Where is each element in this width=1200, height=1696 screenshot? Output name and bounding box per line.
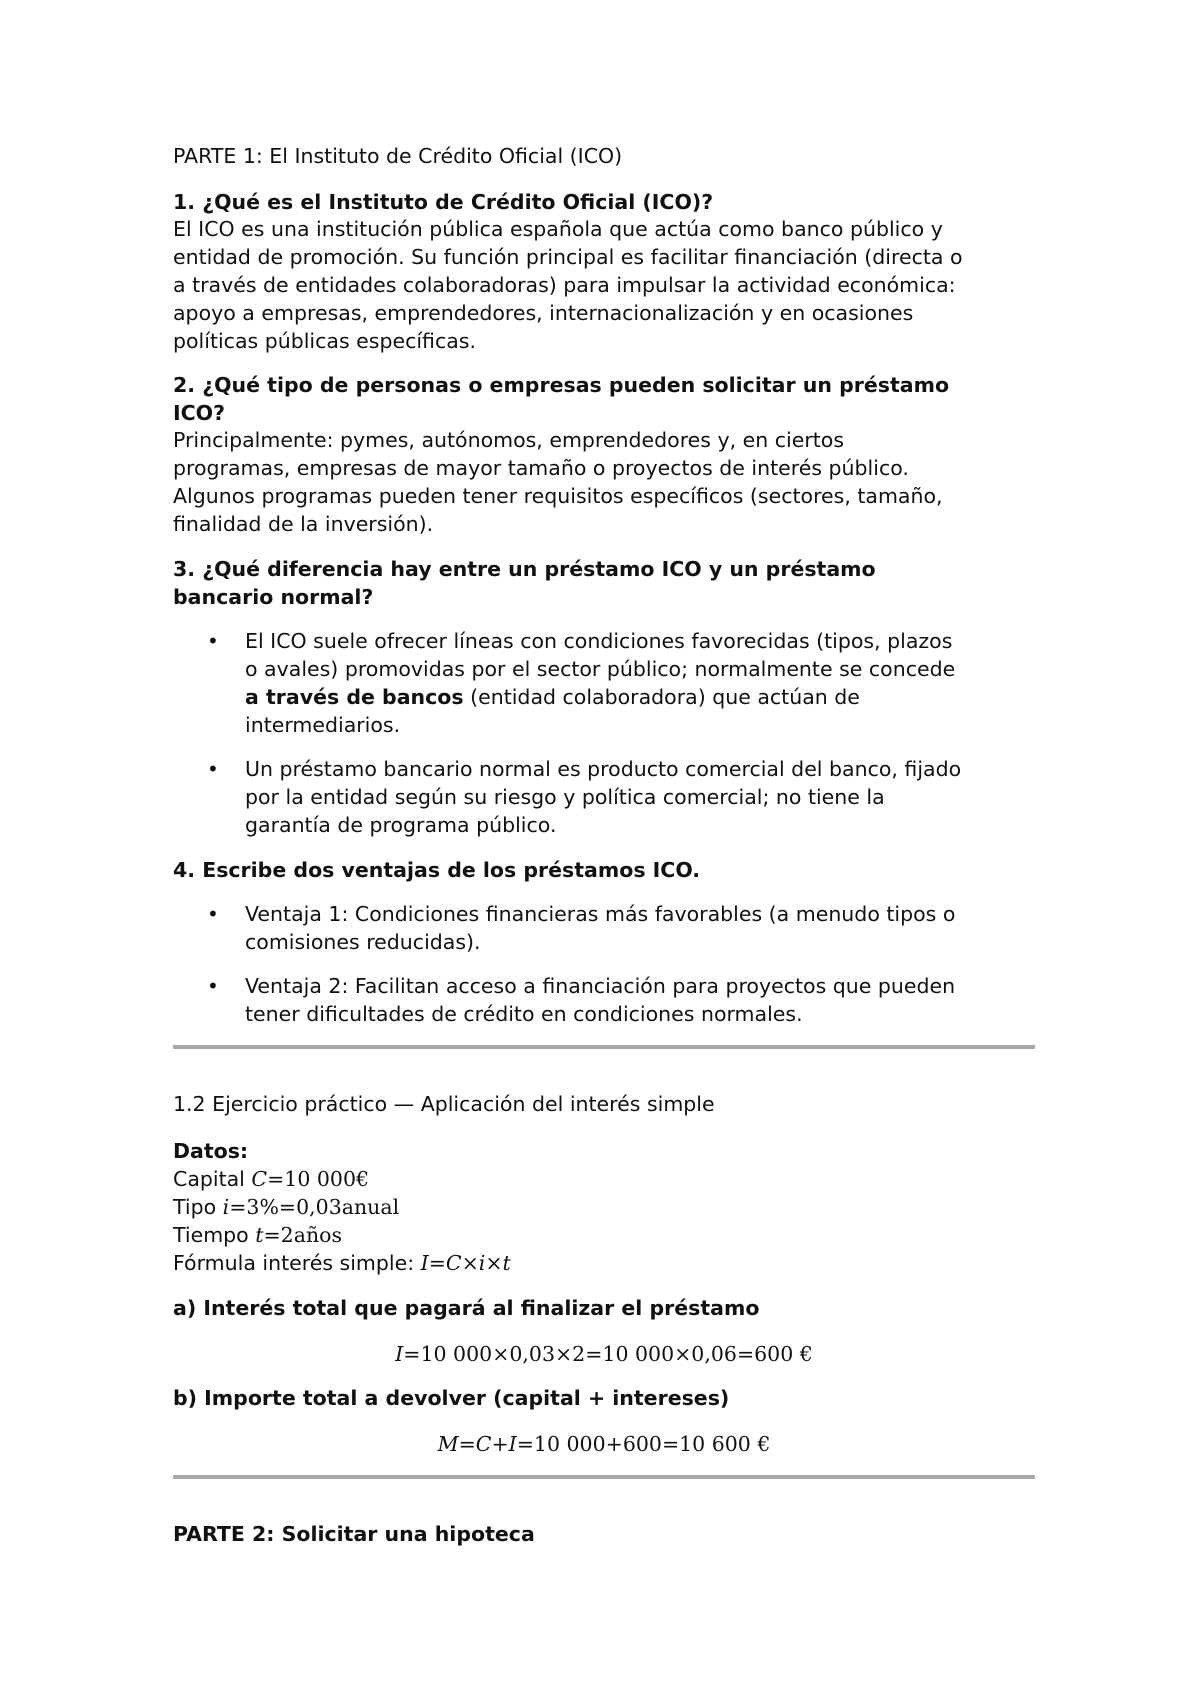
part-a-expression: =10 000×0,03×2=10 000×0,06=600 € <box>403 1342 813 1366</box>
q3-bullet1-line: El ICO suele ofrecer líneas con condiciones favorecidas (tipos, plazos <box>245 629 953 653</box>
exercise-title: 1.2 Ejercicio práctico — Aplicación del interés simple <box>173 1092 715 1116</box>
var-t: t <box>255 1223 264 1247</box>
equals-sign: = <box>458 1432 476 1456</box>
capital-formula <box>251 1167 369 1191</box>
q1-heading: 1. ¿Qué es el Instituto de Crédito Oficial (ICO)? <box>173 190 714 214</box>
q2-heading: ICO? <box>173 401 225 425</box>
part-a-equation <box>173 1340 1035 1368</box>
tiempo-line <box>173 1221 342 1249</box>
var-C: C <box>475 1432 492 1456</box>
q1-line: El ICO es una institución pública española que actúa como banco público y <box>173 217 943 241</box>
tiempo-label: Tiempo <box>173 1223 256 1247</box>
part-a-heading: a) Interés total que pagará al finalizar el préstamo <box>173 1296 760 1320</box>
q3-bullet2-line: garantía de programa público. <box>245 813 557 837</box>
q1-line: entidad de promoción. Su función principal es facilitar financiación (directa o <box>173 245 963 269</box>
tiempo-value: =2años <box>263 1223 343 1247</box>
q2-line: Algunos programas pueden tener requisitos específicos (sectores, tamaño, <box>173 484 943 508</box>
formula-line <box>173 1249 511 1277</box>
formula-label: Fórmula interés simple: <box>173 1251 421 1275</box>
q4-bullet2-line: Ventaja 2: Facilitan acceso a financiación para proyectos que pueden <box>245 974 956 998</box>
tipo-formula <box>223 1195 400 1219</box>
bullet-icon: • <box>207 629 219 653</box>
q2-line: finalidad de la inversión). <box>173 512 434 536</box>
formula-expression <box>421 1251 511 1275</box>
bullet-icon: • <box>207 757 219 781</box>
q1-line: apoyo a empresas, emprendedores, internacionalización y en ocasiones <box>173 301 914 325</box>
bullet-icon: • <box>207 974 219 998</box>
q1-line: a través de entidades colaboradoras) para impulsar la actividad económica: <box>173 273 956 297</box>
bold-emphasis: a través de bancos <box>245 685 464 709</box>
tipo-value: =3%=0,03anual <box>229 1195 400 1219</box>
tipo-label: Tipo <box>173 1195 223 1219</box>
q4-bullet2-line: tener dificultades de crédito en condiciones normales. <box>245 1002 803 1026</box>
var-M: M <box>437 1432 459 1456</box>
q3-heading: 3. ¿Qué diferencia hay entre un préstamo ICO y un préstamo <box>173 557 876 581</box>
q4-bullet1-line: Ventaja 1: Condiciones financieras más favorables (a menudo tipos o <box>245 902 956 926</box>
q3-bullet2-line: Un préstamo bancario normal es producto comercial del banco, fijado <box>245 757 962 781</box>
capital-label: Capital <box>173 1167 252 1191</box>
q3-bullet1-text: (entidad colaboradora) que actúan de <box>463 685 860 709</box>
capital-line <box>173 1165 369 1193</box>
part-b-equation <box>173 1430 1035 1458</box>
part2-title: PARTE 2: Solicitar una hipoteca <box>173 1522 535 1546</box>
q2-line: programas, empresas de mayor tamaño o proyectos de interés público. <box>173 456 909 480</box>
var-I: I <box>395 1342 404 1366</box>
plus-sign: + <box>491 1432 509 1456</box>
q2-heading: 2. ¿Qué tipo de personas o empresas pueden solicitar un préstamo <box>173 373 950 397</box>
horizontal-rule <box>173 1045 1035 1049</box>
var-t: t <box>502 1251 511 1275</box>
tipo-line <box>173 1193 399 1221</box>
q3-bullet1-line: intermediarios. <box>245 713 401 737</box>
part-b-heading: b) Importe total a devolver (capital + intereses) <box>173 1386 730 1410</box>
times-sign: × <box>485 1251 503 1275</box>
part-b-expression: =10 000+600=10 600 € <box>516 1432 771 1456</box>
tiempo-formula <box>255 1223 342 1247</box>
horizontal-rule <box>173 1475 1035 1479</box>
var-I: I <box>508 1432 517 1456</box>
q3-bullet1-line <box>245 683 860 711</box>
part1-title: PARTE 1: El Instituto de Crédito Oficial (ICO) <box>173 144 623 168</box>
bullet-icon: • <box>207 902 219 926</box>
q4-heading: 4. Escribe dos ventajas de los préstamos ICO. <box>173 858 701 882</box>
var-C: C <box>445 1251 462 1275</box>
var-I: I <box>420 1251 429 1275</box>
q3-bullet2-line: por la entidad según su riesgo y política comercial; no tiene la <box>245 785 885 809</box>
var-i: i <box>478 1251 486 1275</box>
q3-bullet1-line: o avales) promovidas por el sector público; normalmente se concede <box>245 657 956 681</box>
var-i: i <box>222 1195 230 1219</box>
var-c: C <box>251 1167 268 1191</box>
q4-bullet1-line: comisiones reducidas). <box>245 930 481 954</box>
equals-sign: = <box>428 1251 446 1275</box>
times-sign: × <box>461 1251 479 1275</box>
q2-line: Principalmente: pymes, autónomos, emprendedores y, en ciertos <box>173 428 845 452</box>
capital-value: =10 000€ <box>267 1167 370 1191</box>
q1-line: políticas públicas específicas. <box>173 329 476 353</box>
datos-label: Datos: <box>173 1139 249 1163</box>
q3-heading: bancario normal? <box>173 585 374 609</box>
